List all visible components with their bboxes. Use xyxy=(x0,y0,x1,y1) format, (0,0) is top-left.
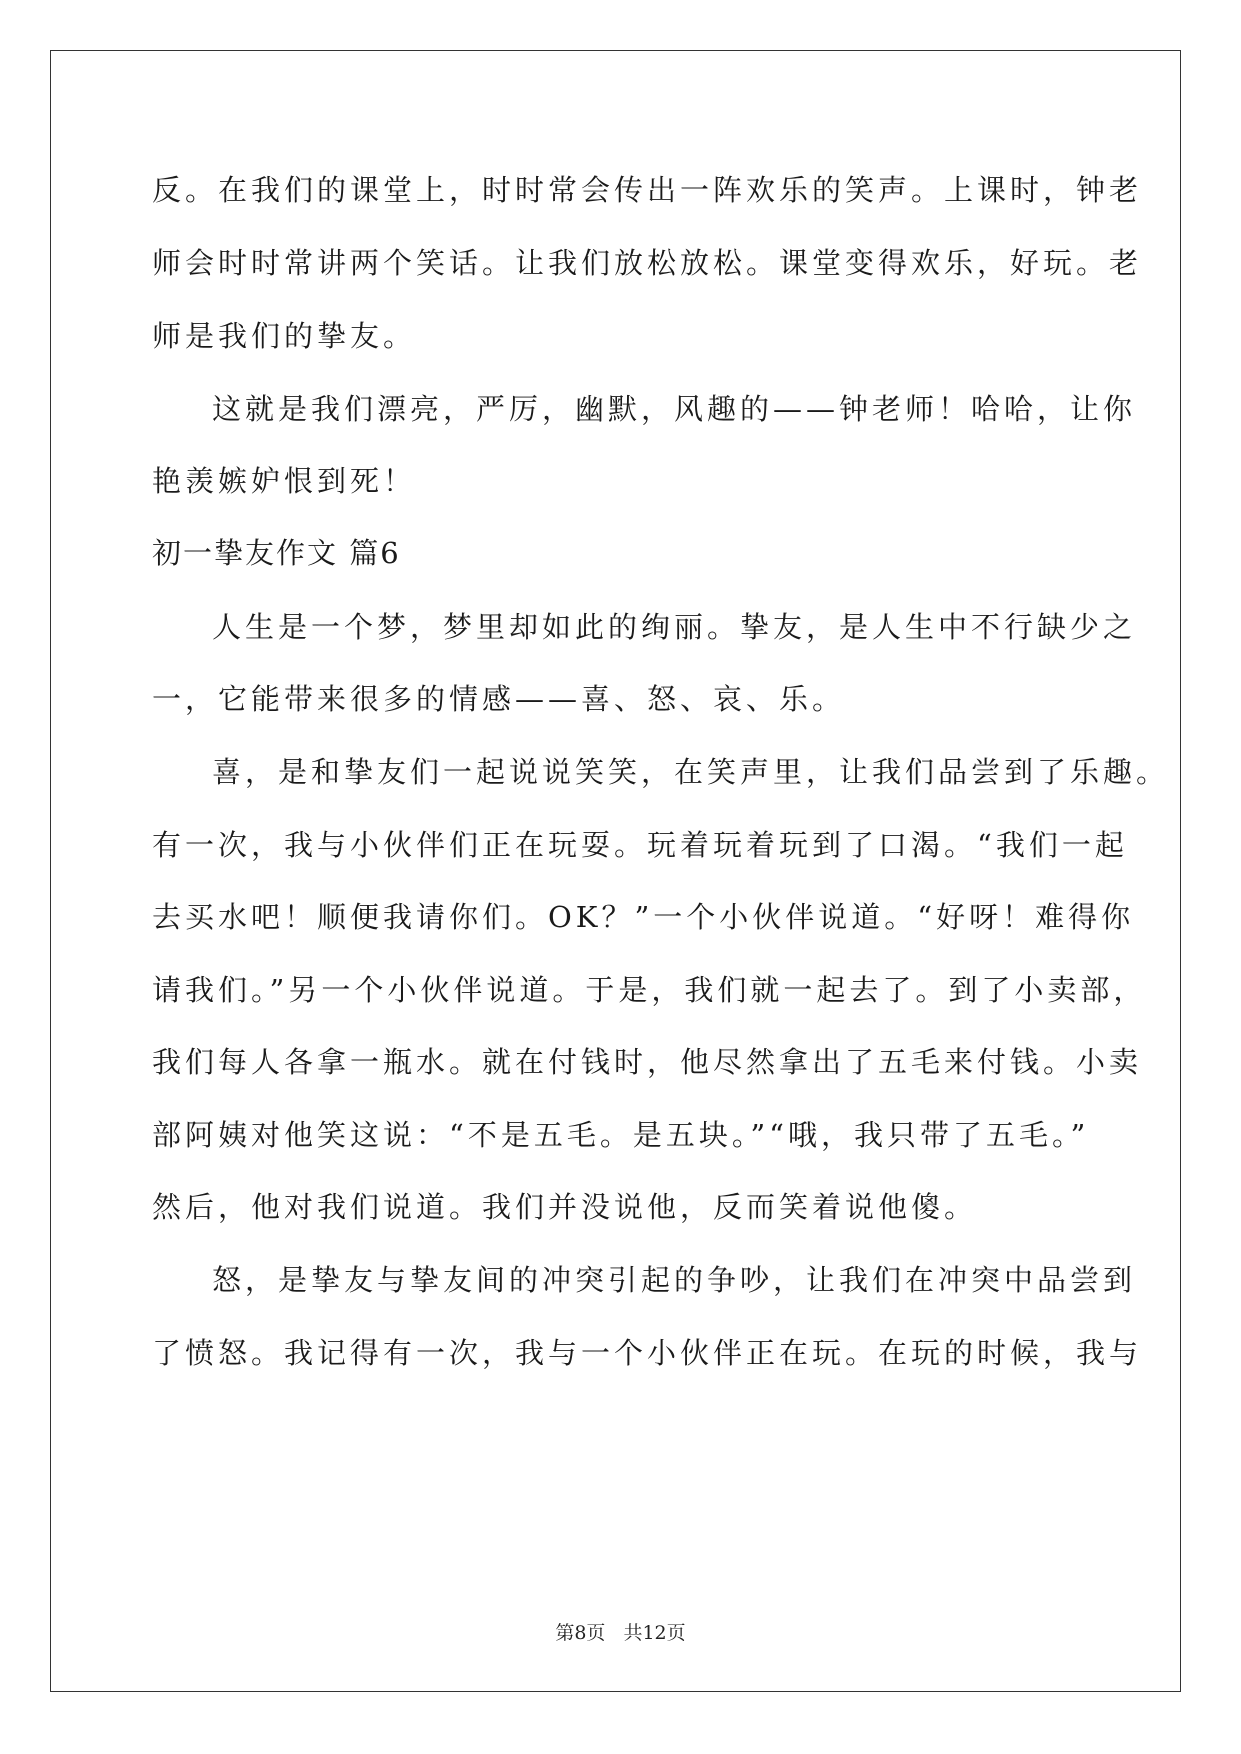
text-line: 反。在我们的课堂上，时时常会传出一阵欢乐的笑声。上课时，钟老 xyxy=(152,173,1143,207)
page-number: 第8页 xyxy=(555,1622,606,1644)
page-total: 共12页 xyxy=(623,1622,686,1644)
paragraph-first-line: 喜，是和挚友们一起说说笑笑，在笑声里，让我们品尝到了乐趣。 xyxy=(212,755,1170,789)
text-line: 部阿姨对他笑这说：“不是五毛。是五块。”“哦，我只带了五毛。” xyxy=(152,1118,1090,1152)
text-line: 师是我们的挚友。 xyxy=(152,319,417,353)
text-line: 一，它能带来很多的情感——喜、怒、哀、乐。 xyxy=(152,682,846,716)
text-line: 艳羡嫉妒恨到死！ xyxy=(152,464,417,498)
paragraph-first-line: 这就是我们漂亮，严厉，幽默，风趣的——钟老师！哈哈，让你 xyxy=(212,392,1137,426)
section-heading: 初一挚友作文 篇6 xyxy=(152,536,401,570)
text-line: 师会时时常讲两个笑话。让我们放松放松。课堂变得欢乐，好玩。老 xyxy=(152,246,1143,280)
text-line: 然后，他对我们说道。我们并没说他，反而笑着说他傻。 xyxy=(152,1190,978,1224)
page-border xyxy=(50,50,1181,1692)
paragraph-first-line: 人生是一个梦，梦里却如此的绚丽。挚友，是人生中不行缺少之 xyxy=(212,610,1137,644)
text-line: 我们每人各拿一瓶水。就在付钱时，他尽然拿出了五毛来付钱。小卖 xyxy=(152,1045,1143,1079)
text-line: 有一次，我与小伙伴们正在玩耍。玩着玩着玩到了口渴。“我们一起 xyxy=(152,828,1128,862)
page-footer xyxy=(0,1618,1241,1645)
text-line: 去买水吧！顺便我请你们。OK？”一个小伙伴说道。“好呀！难得你 xyxy=(152,900,1135,934)
text-line: 请我们。”另一个小伙伴说道。于是，我们就一起去了。到了小卖部， xyxy=(152,973,1147,1007)
paragraph-first-line: 怒，是挚友与挚友间的冲突引起的争吵，让我们在冲突中品尝到 xyxy=(212,1263,1137,1297)
text-line: 了愤怒。我记得有一次，我与一个小伙伴正在玩。在玩的时候，我与 xyxy=(152,1336,1143,1370)
